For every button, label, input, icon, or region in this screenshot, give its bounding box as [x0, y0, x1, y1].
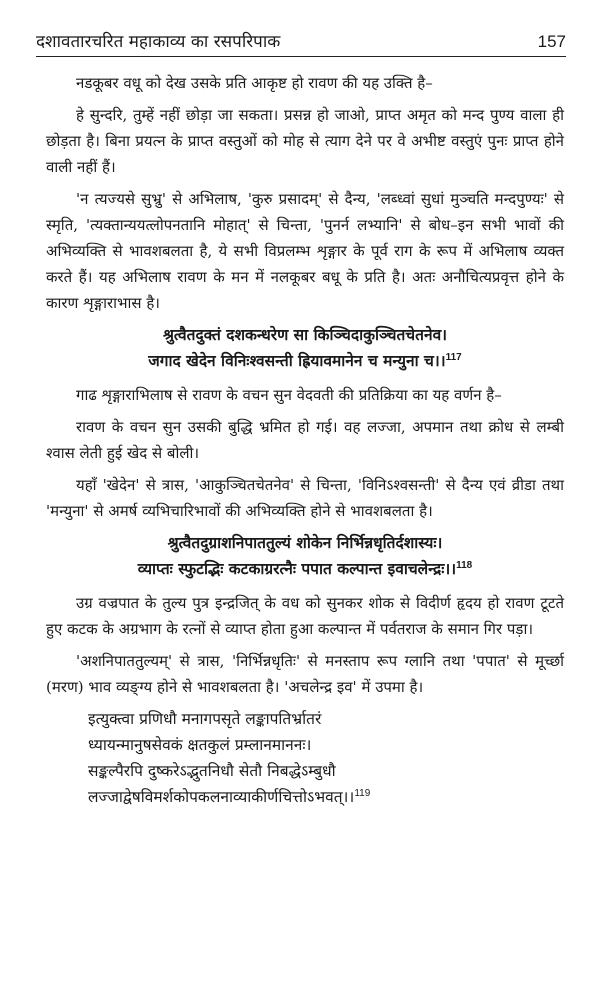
- verse-118-line-2-text: व्याप्तः स्फुटद्भिः कटकाग्ररत्नैः पपात कल्पान्त इवाचलेन्द्रः।।: [137, 559, 457, 578]
- paragraph-4: गाढ शृङ्गाराभिलाष से रावण के वचन सुन वेदवती की प्रतिक्रिया का यह वर्णन है–: [76, 386, 502, 404]
- verse-119: [46, 706, 564, 810]
- verse-118-line-1: श्रुत्वैतदुग्राशनिपाततुल्यं शोकेन निर्भिन्नधृतिर्दशास्यः।: [167, 533, 443, 552]
- paragraph-3: 'न त्यज्यसे सुभ्रु' से अभिलाष, 'कुरु प्रसादम्' से दैन्य, 'लब्ध्वां सुधां मुञ्चति मन्दपुण्यः' से स्मृति, 'त्यक्तान्ययत्लोपनतानि मोहात्' से चिन्ता, 'पुनर्न लभ्यानि' से बोध–इन सभी भावों की अभिव्यक्ति से भावशबलता है, ये सभी विप्रलम्भ शृङ्गार के पूर्व राग के रूप में अभिलाष व्यक्त करते हैं। यह अभिलाष रावण के मन में नलकूबर बधू के प्रति है। अतः अनौचित्यप्रवृत्त होने के कारण शृङ्गाराभास है।: [46, 190, 564, 312]
- footnote-ref-119: 119: [354, 787, 371, 799]
- page-body: [46, 70, 564, 818]
- footnote-ref-117: 117: [445, 351, 462, 363]
- verse-119-line-2: ध्यायन्मानुषसेवकं क्षतकुलं प्रम्लानमाननः।: [88, 736, 312, 754]
- paragraph-8: 'अशनिपाततुल्यम्' से त्रास, 'निर्भिन्नधृतिः' से मनस्ताप रूप ग्लानि तथा 'पपात' से मूर्च्छा (मरण) भाव व्यङ्ग्य होने से भावशबलता है। 'अचलेन्द्र इव' में उपमा है।: [46, 652, 564, 696]
- paragraph-7: उग्र वज्रपात के तुल्य पुत्र इन्द्रजित् के वध को सुनकर शोक से विदीर्ण हृदय हो रावण टूटते हुए कटक के अग्रभाग के रत्नों से व्याप्त होता हुआ कल्पान्त में पर्वतराज के समान गिर पड़ा।: [46, 594, 564, 638]
- paragraph-5: रावण के वचन सुन उसकी बुद्धि भ्रमित हो गई। वह लज्जा, अपमान तथा क्रोध से लम्बी श्वास लेती हुई खेद से बोली।: [46, 418, 564, 462]
- verse-118: [46, 530, 564, 582]
- running-title: दशावतारचरित महाकाव्य का रसपरिपाक: [36, 32, 281, 52]
- page-number: 157: [537, 32, 566, 51]
- verse-119-line-4: [88, 784, 564, 810]
- verse-119-line-3: सङ्कल्पैरपि दुष्करेऽद्भुतनिधौ सेतौ निबद्धेऽम्बुधौ: [88, 762, 336, 780]
- verse-119-line-1: इत्युक्त्वा प्रणिधौ मनागपसृते लङ्कापतिर्भ्रातरं: [88, 710, 322, 728]
- paragraph-1: नडकूबर वधू को देख उसके प्रति आकृष्ट हो रावण की यह उक्ति है–: [76, 74, 433, 92]
- verse-117-line-2: [46, 348, 564, 374]
- verse-118-line-2: [46, 556, 564, 582]
- paragraph-6: यहाँ 'खेदेन' से त्रास, 'आकुञ्चितचेतनेव' से चिन्ता, 'विनिऽश्वसन्ती' से दैन्य एवं व्रीडा तथा 'मन्युना' से अमर्ष व्यभिचारिभावों की अभिव्यक्ति होने से भावशबलता है।: [46, 476, 564, 520]
- footnote-ref-118: 118: [456, 559, 473, 571]
- verse-117-line-2-text: जगाद खेदेन विनिःश्वसन्ती ह्रियावमानेन च मन्युना च।।: [148, 351, 446, 370]
- verse-117-line-1: श्रुत्वैतदुक्तं दशकन्धरेण सा किञ्चिदाकुञ्चितचेतनेव।: [162, 325, 448, 344]
- paragraph-2: हे सुन्दरि, तुम्हें नहीं छोड़ा जा सकता। प्रसन्न हो जाओ, प्राप्त अमृत को मन्द पुण्य वाला ही छोड़ता है। बिना प्रयत्न के प्राप्त वस्तुओं को मोह से त्याग देने पर वे अभीष्ट वस्तुएं पुनः प्राप्त होने वाली नहीं हैं।: [46, 106, 564, 176]
- verse-119-line-4-text: लज्जाद्वेषविमर्शकोपकलनाव्याकीर्णचित्तोऽभवत्।।: [88, 788, 355, 806]
- running-header: [36, 30, 566, 57]
- verse-117: [46, 322, 564, 374]
